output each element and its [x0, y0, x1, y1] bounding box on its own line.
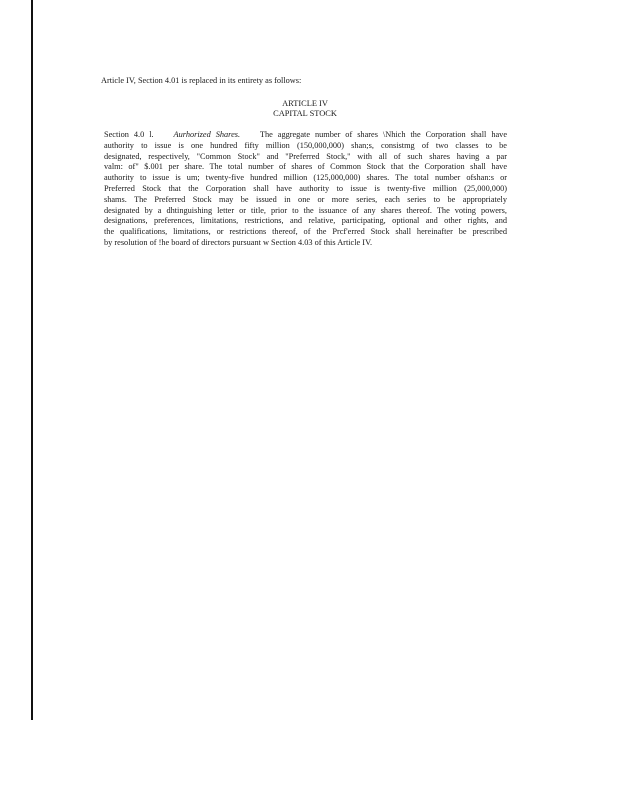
article-title: ARTICLE IV — [282, 99, 328, 108]
section-line: authority to issue is um; twenty-five hundred million (125,000,000) shares. The total number ofshan:s or — [104, 173, 507, 183]
section-title: Aurhorized Shares. — [173, 130, 241, 139]
section-line: shams. The Preferred Stock may be issued in one or more series, each series to be appropriately — [104, 194, 507, 204]
section-line: valm: of" $.001 per share. The total number of shares of Common Stock that the Corporation shall have — [104, 162, 507, 172]
section-line: designated, respectively, "Common Stock" and "Preferred Stock," with all of such shares having a par — [104, 151, 507, 161]
section-line: by resolution of !he board of directors pursuant w Section 4.03 of this Article IV. — [104, 237, 373, 247]
section-line: Preferred Stock that the Corporation shall have authority to issue is twenty-five million (25,000,000) — [104, 183, 507, 193]
article-subtitle: CAPITAL STOCK — [273, 109, 337, 118]
section-line: designated by a dhtinguishing letter or title, prior to the issuance of any shares thereof. The voting powers, — [104, 205, 507, 215]
section-line — [104, 130, 507, 141]
section-line: authority to issue is one hundred fifty million (150,000,000) shan;s, consistmg of two classes to be — [104, 140, 507, 150]
section-line: the qualifications, limitations, or restrictions thereof, of the Prcf'erred Stock shall hereinafter be prescribed — [104, 227, 507, 237]
section-line-text: The aggregate number of shares \Nhich the Corporation shall have — [259, 130, 507, 139]
intro-text: Article IV, Section 4.01 is replaced in its entirety as follows: — [101, 76, 302, 85]
left-margin-rule — [31, 0, 33, 720]
section-line: designations, preferences, limitations, restrictions, and relative, participating, optional and other rights, and — [104, 216, 507, 226]
article-heading — [230, 99, 380, 119]
section-body — [104, 130, 507, 249]
section-number: Section 4.0 l. — [104, 130, 154, 139]
